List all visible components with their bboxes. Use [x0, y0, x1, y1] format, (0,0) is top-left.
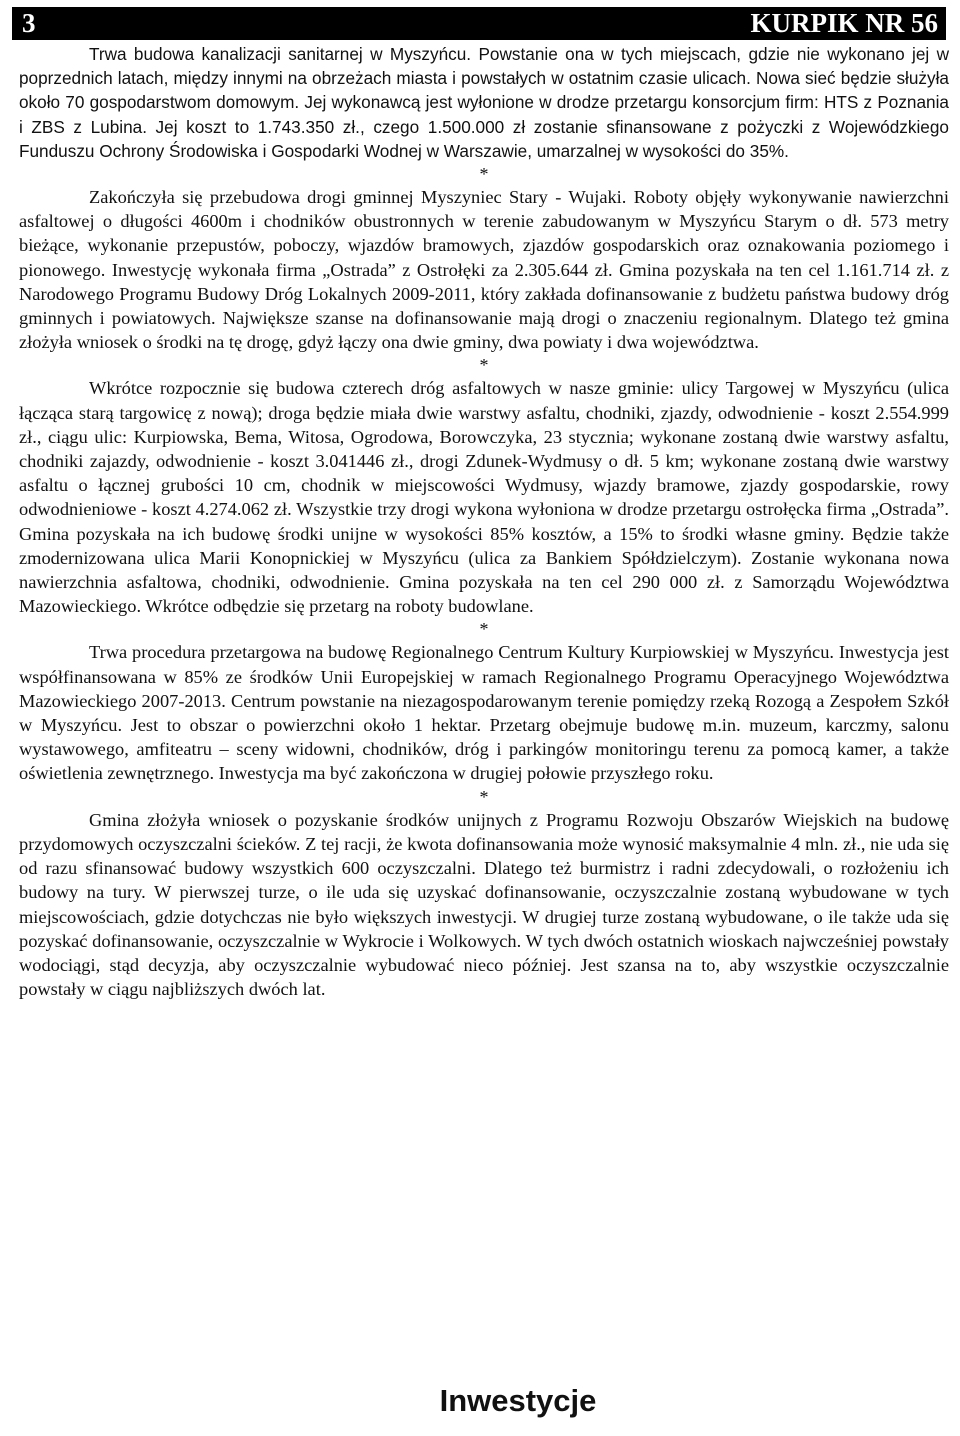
page-header-bar	[12, 7, 946, 40]
section-separator: *	[479, 619, 489, 640]
section-separator: *	[479, 355, 489, 376]
page-number: 3	[22, 8, 36, 38]
article-sewage-treatment: Gmina złożyła wniosek o pozyskanie środków unijnych z Programu Rozwoju Obszarów Wiejskich na budowę przydomowych oczyszczalni ścieków. Z tej racji, że kwota dofinansowania może wynosić maksymalnie 4 mln. zł., nie uda się od razu sfinansować budowy wszystkich 600 oczyszczalni. Dlatego też burmistrz i radni zdecydowali, o rozłożeniu ich budowy na tury. W pierwszej turze, o ile uda się uzyskać dofinansowanie, oczyszczalnie zostaną wybudowane w tych miejscowościach, gdzie dotychczas nie było większych inwestycji. W drugiej turze zostaną wybudowane, o ile także uda się pozyskać dofinansowanie, oczyszczalnie w Wykrocie i Wolkowych. W tych dwóch ostatnich wioskach najwcześniej powstały wodociągi, stąd decyzja, aby oczyszczalnie wybudować nieco później. Jest szansa na to, aby wszystkie oczyszczalnie powstały w ciągu najbliższych dwóch lat.	[19, 809, 949, 1000]
section-title-footer: Inwestycje	[439, 1383, 597, 1418]
article-sewerage: Trwa budowa kanalizacji sanitarnej w Myszyńcu. Powstanie ona w tych miejscach, gdzie nie wykonano jej w poprzednich latach, między innymi na obrzeżach miasta i powstałych w ostatnim czasie ulicach. Nowa sieć będzie służyła około 70 gospodarstwom domowym. Jej wykonawcą jest wyłonione w drodze przetargu konsorcjum firm: HTS z Poznania i ZBS z Lubina. Jej koszt to 1.743.350 zł., czego 1.500.000 zł zostanie sfinansowane z pożyczki z Wojewódzkiego Funduszu Ochrony Środowiska i Gospodarki Wodnej w Warszawie, umarzalnej w wysokości do 35%.	[19, 44, 949, 161]
section-separator: *	[479, 164, 489, 185]
article-body	[19, 42, 949, 1001]
article-culture-centre: Trwa procedura przetargowa na budowę Regionalnego Centrum Kultury Kurpiowskiej w Myszyńcu. Inwestycja jest współfinansowana w 85% ze środków Unii Europejskiej w ramach Regionalnego Programu Operacyjnego Województwa Mazowieckiego 2007-2013. Centrum powstanie na niezagospodarowanym terenie pomiędzy rzeką Rozogą a Zespołem Szkół w Myszyńcu. Jest to obszar o powierzchni około 1 hektar. Przetarg obejmuje budowę m.in. muzeum, karczmy, salonu wystawowego, amfiteatru – sceny widowni, chodników, dróg i parkingów monitoringu terenu za pomocą kamer, a także oświetlenia zewnętrznego. Inwestycja ma być zakończona w drugiej połowie przyszłego roku.	[19, 642, 949, 784]
section-separator: *	[479, 786, 489, 807]
article-asphalt-roads: Wkrótce rozpocznie się budowa czterech dróg asfaltowych w nasze gminie: ulicy Targowej w Myszyńcu (ulica łącząca starą targowicę z nową); droga będzie miała dwie warstwy asfaltu, chodniki, zjazdy, odwodnienie - koszt 2.554.999 zł., ciągu ulic: Kurpiowska, Bema, Witosa, Ogrodowa, Borowczyka, 23 stycznia; wykonane zostaną dwie warstwy asfaltu, chodniki zajazdy, odwodnienie - koszt 3.041446 zł., drogi Zdunek-Wydmusy o dł. 5 km; wykonane zostaną dwie warstwy asfaltu o łącznej grubości 10 cm, chodnik w miejscowości Wydmusy, wjazdy bramowe, zjazdy gospodarskie, rowy odwodnieniowe - koszt 4.274.062 zł. Wszystkie trzy drogi wykona wyłoniona w drodze przetargu ostrołęcka firma „Ostrada”. Gmina pozyskała na ich budowę środki unijne w wysokości 85% kosztów, a 15% to środki własne gminy. Będzie także zmodernizowana ulica Marii Konopnickiej w Myszyńcu (ulica za Bankiem Spółdzielczym). Zostanie wykonana nowa nawierzchnia asfaltowa, chodniki, odwodnienie. Gmina pozyskała na ten cel 290 000 zł. z Samorządu Województwa Mazowieckiego. Wkrótce odbędzie się przetarg na roboty budowlane.	[19, 378, 949, 617]
article-road-myszyniec-wujaki: Zakończyła się przebudowa drogi gminnej Myszyniec Stary - Wujaki. Roboty objęły wykonywanie nawierzchni asfaltowej o długości 4600m i chodników obustronnych w terenie zabudowanym w Myszyńcu Starym o dł. 573 metry bieżące, wykonanie przepustów, poboczy, wjazdów bramowych, zjazdów gospodarskich oraz oznakowania poziomego i pionowego. Inwestycję wykonała firma „Ostrada” z Ostrołęki za 2.305.644 zł. Gmina pozyskała na ten cel 1.161.714 zł. z Narodowego Programu Budowy Dróg Lokalnych 2009-2011, który zakłada dofinansowanie z budżetu państwa budowy dróg gminnych i powiatowych. Największe szanse na dofinansowanie mają drogi o znaczeniu regionalnym. Dlatego też gmina złożyła wniosek o środki na tę drogę, gdyż łączy ona dwie gminy, dwa powiaty i dwa województwa.	[19, 187, 949, 353]
publication-title: KURPIK NR 56	[750, 8, 938, 38]
